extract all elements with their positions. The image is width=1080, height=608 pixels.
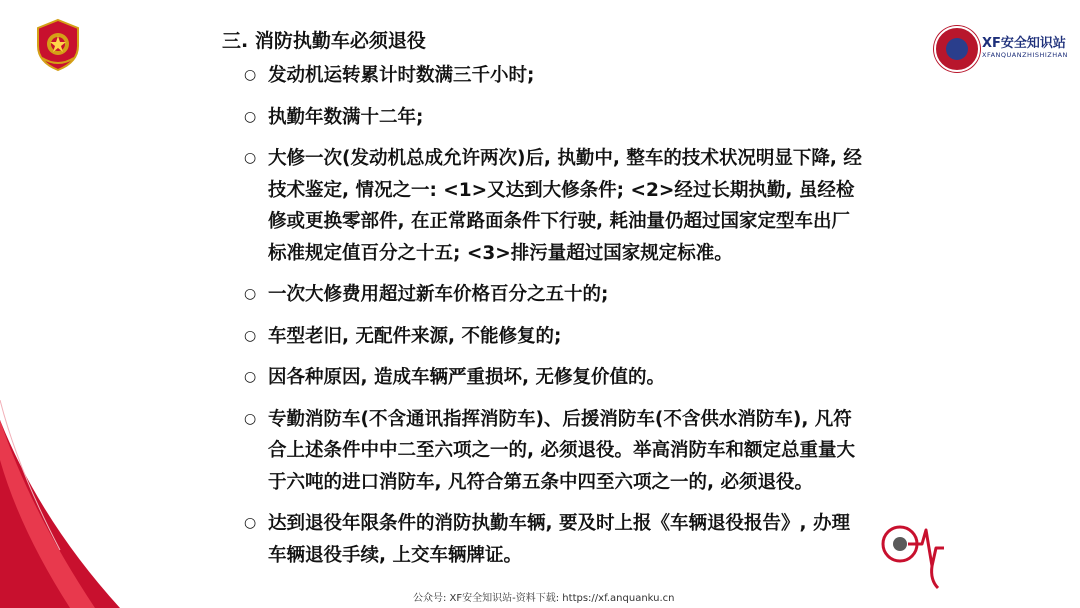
bullet-circle-icon: ○ (244, 369, 257, 385)
list-item-text: 执勤年数满十二年; (268, 106, 424, 128)
bullet-circle-icon: ○ (244, 150, 257, 166)
footer-source-text: 公众号: XF安全知识站-资料下载: https://xf.anquanku.cn (413, 593, 675, 604)
list-item (244, 102, 864, 134)
xf-logo (928, 24, 1068, 72)
bullet-circle-icon: ○ (244, 108, 257, 125)
red-corner-decoration (0, 400, 120, 608)
section-heading: 三. 消防执勤车必须退役 (222, 30, 426, 52)
retirement-conditions-list (244, 60, 864, 581)
bullet-circle-icon: ○ (244, 327, 257, 344)
list-item (244, 60, 864, 92)
bullet-circle-icon: ○ (244, 515, 257, 531)
list-item-text: 达到退役年限条件的消防执勤车辆, 要及时上报《车辆退役报告》, 办理车辆退役手续, 上交车辆牌证。 (268, 513, 850, 566)
list-item (244, 508, 864, 571)
list-item-text: 大修一次(发动机总成允许两次)后, 执勤中, 整车的技术状况明显下降, 经技术鉴定, 情况之一: <1>又达到大修条件; <2>经过长期执勤, 虽经检修或更换零部件, 在正常路面条件下行驶, 耗油量仍超过国家定型车出厂标准规定值百分之十五; <3>排污量超过国家规定标准。 (268, 148, 862, 264)
bullet-circle-icon: ○ (244, 286, 257, 302)
bullet-circle-icon: ○ (244, 67, 257, 83)
list-item (244, 143, 864, 269)
list-item (244, 279, 864, 311)
list-item-text: 车型老旧, 无配件来源, 不能修复的; (268, 325, 562, 347)
list-item-text: 专勤消防车(不含通讯指挥消防车)、后援消防车(不含供水消防车), 凡符合上述条件中中二至六项之一的, 必须退役。举高消防车和额定总重量大于六吨的进口消防车, 凡符合第五条中四至六项之一的, 必须退役。 (268, 408, 855, 493)
fire-rescue-emblem-icon (32, 18, 84, 72)
xf-logo-icon (934, 26, 980, 72)
heartbeat-alarm-icon (878, 518, 948, 590)
list-item-text: 发动机运转累计时数满三千小时; (268, 65, 535, 86)
list-item (244, 404, 864, 499)
logo-sub-text: XFANQUANZHISHIZHAN (982, 51, 1068, 59)
list-item-text: 因各种原因, 造成车辆严重损坏, 无修复价值的。 (268, 367, 665, 388)
list-item-text: 一次大修费用超过新车价格百分之五十的; (268, 284, 609, 305)
logo-main-text: XF安全知识站 (982, 36, 1066, 51)
bullet-circle-icon: ○ (244, 410, 257, 427)
list-item (244, 362, 864, 394)
list-item (244, 321, 864, 353)
